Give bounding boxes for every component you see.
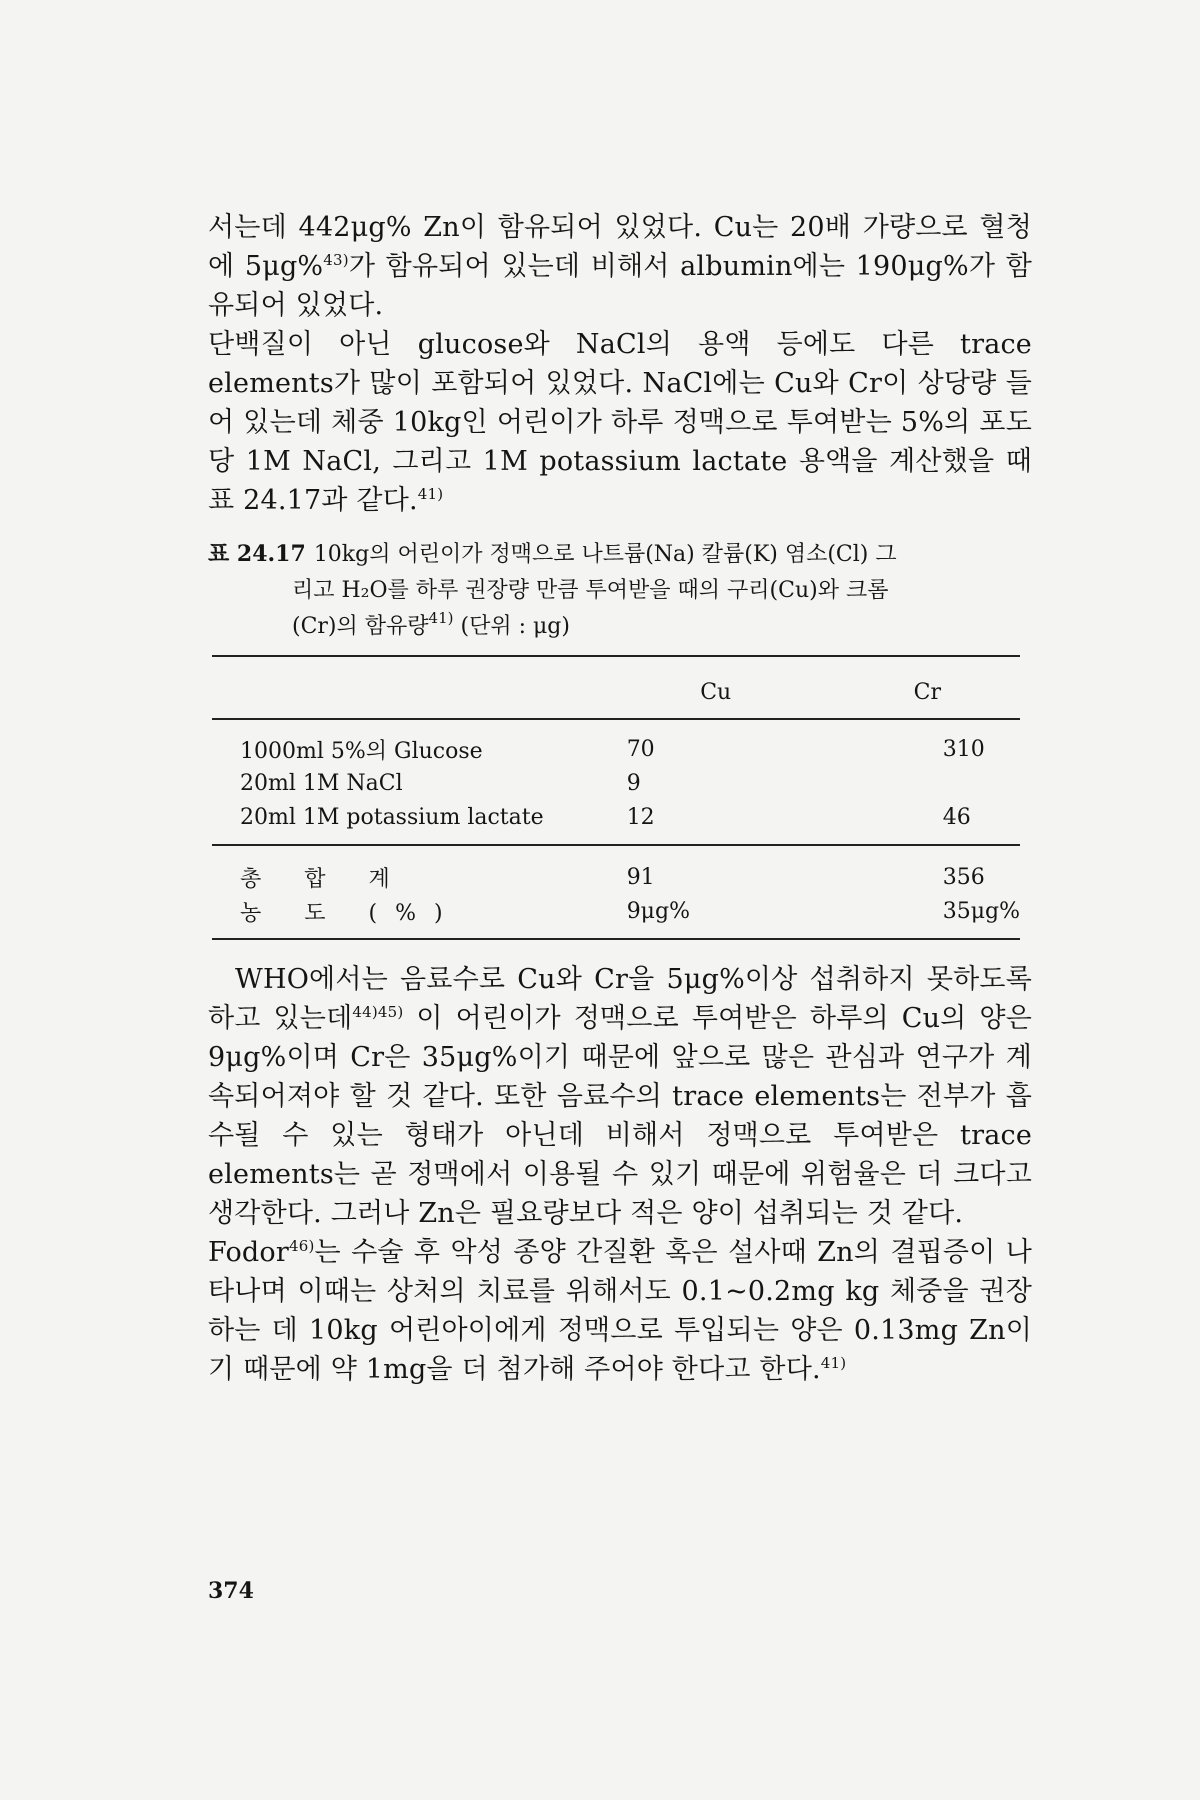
paragraph-2 (208, 325, 1032, 520)
page-number: 374 (208, 1578, 254, 1604)
row-label: 20ml 1M potassium lactate (240, 804, 544, 830)
paragraph-2-text: 단백질이 아닌 glucose와 NaCl의 용액 등에도 다른 trace elements가 많이 포함되어 있었다. NaCl에는 Cu와 Cr이 상당량 들어 있는데 체중 10kg인 어린이가 하루 정맥으로 투여받는 5%의 포도당 1M NaCl, 그리고 1M potassium lactate 용액을 계산했을 때 표 24.17과 같다. (208, 329, 1032, 516)
cr-value (835, 766, 1020, 800)
header-empty (212, 656, 597, 719)
citation: 46) (288, 1237, 315, 1255)
table-number: 표 24.17 (208, 541, 306, 567)
table-row (212, 719, 1020, 766)
total-cu: 91 (597, 845, 835, 894)
caption-line-3-row (208, 609, 1032, 645)
row-label: 1000ml 5%의 Glucose (240, 738, 483, 764)
cu-value: 9 (626, 770, 641, 796)
citation: 43) (323, 251, 349, 269)
citation: 41) (820, 1354, 847, 1372)
caption-line-3: (Cr)의 함유량 (292, 614, 429, 639)
paragraph-3 (208, 960, 1032, 1233)
concentration-cr: 35μg% (835, 894, 1020, 939)
table-concentration-row (212, 894, 1020, 939)
citation: 41) (428, 609, 454, 627)
total-label: 총 합 계 (212, 845, 597, 894)
table-total-row (212, 845, 1020, 894)
table-row (212, 766, 1020, 800)
citation: 41) (417, 485, 444, 503)
data-table (212, 655, 1020, 940)
paragraph-1-text-rest: 가 함유되어 있는데 비해서 albumin에는 190μg%가 함유되어 있었다. (208, 251, 1033, 321)
cu-value: 70 (626, 736, 655, 762)
cr-value: 46 (942, 804, 971, 830)
table-caption (208, 536, 1032, 645)
cr-value: 310 (942, 736, 985, 762)
row-label: 20ml 1M NaCl (240, 770, 403, 796)
table-unit: (단위 : μg) (460, 614, 570, 639)
concentration-label: 농 도 (%) (212, 894, 597, 939)
table-row (212, 800, 1020, 845)
table-header-row (212, 656, 1020, 719)
header-cu: Cu (597, 656, 835, 719)
page-content (208, 208, 1032, 1389)
paragraph-4-text: Fodor (208, 1237, 289, 1268)
paragraph-1-text: 서는데 442μg% Zn이 함유되어 있었다. Cu는 20배 가량으로 혈청에 5μg% (208, 212, 1032, 282)
caption-line-2: 리고 H₂O를 하루 권장량 만큼 투여받을 때의 구리(Cu)와 크롬 (292, 578, 889, 603)
citation: 44)45) (352, 1003, 404, 1021)
header-cr: Cr (835, 656, 1020, 719)
concentration-cu: 9μg% (597, 894, 835, 939)
total-cr: 356 (835, 845, 1020, 894)
paragraph-4-text-rest: 는 수술 후 악성 종양 간질환 혹은 설사때 Zn의 결핍증이 나타나며 이때는 상처의 치료를 위해서도 0.1~0.2mg kg 체중을 권장하는 데 10kg 어린아이에게 정맥으로 투입되는 양은 0.13mg Zn이기 때문에 약 1mg을 더 첨가해 주어야 한다고 한다. (208, 1237, 1032, 1385)
cu-value: 12 (626, 804, 655, 830)
caption-line-1: 10kg의 어린이가 정맥으로 나트륨(Na) 칼륨(K) 염소(Cl) 그 (313, 542, 897, 567)
paragraph-4 (208, 1233, 1032, 1389)
paragraph-3-text-rest: 이 어린이가 정맥으로 투여받은 하루의 Cu의 양은 9μg%이며 Cr은 35μg%이기 때문에 앞으로 많은 관심과 연구가 계속되어져야 할 것 같다. 또한 음료수의 trace elements는 전부가 흡수될 수 있는 형태가 아닌데 비해서 정맥으로 투여받은 trace elements는 곧 정맥에서 이용될 수 있기 때문에 위험율은 더 크다고 생각한다. 그러나 Zn은 필요량보다 적은 양이 섭취되는 것 같다. (208, 1003, 1032, 1229)
paragraph-1 (208, 208, 1032, 325)
paragraph-3-text: WHO에서는 음료수로 Cu와 Cr을 5μg%이상 섭취하지 못하도록 하고 있는데 (208, 964, 1032, 1034)
